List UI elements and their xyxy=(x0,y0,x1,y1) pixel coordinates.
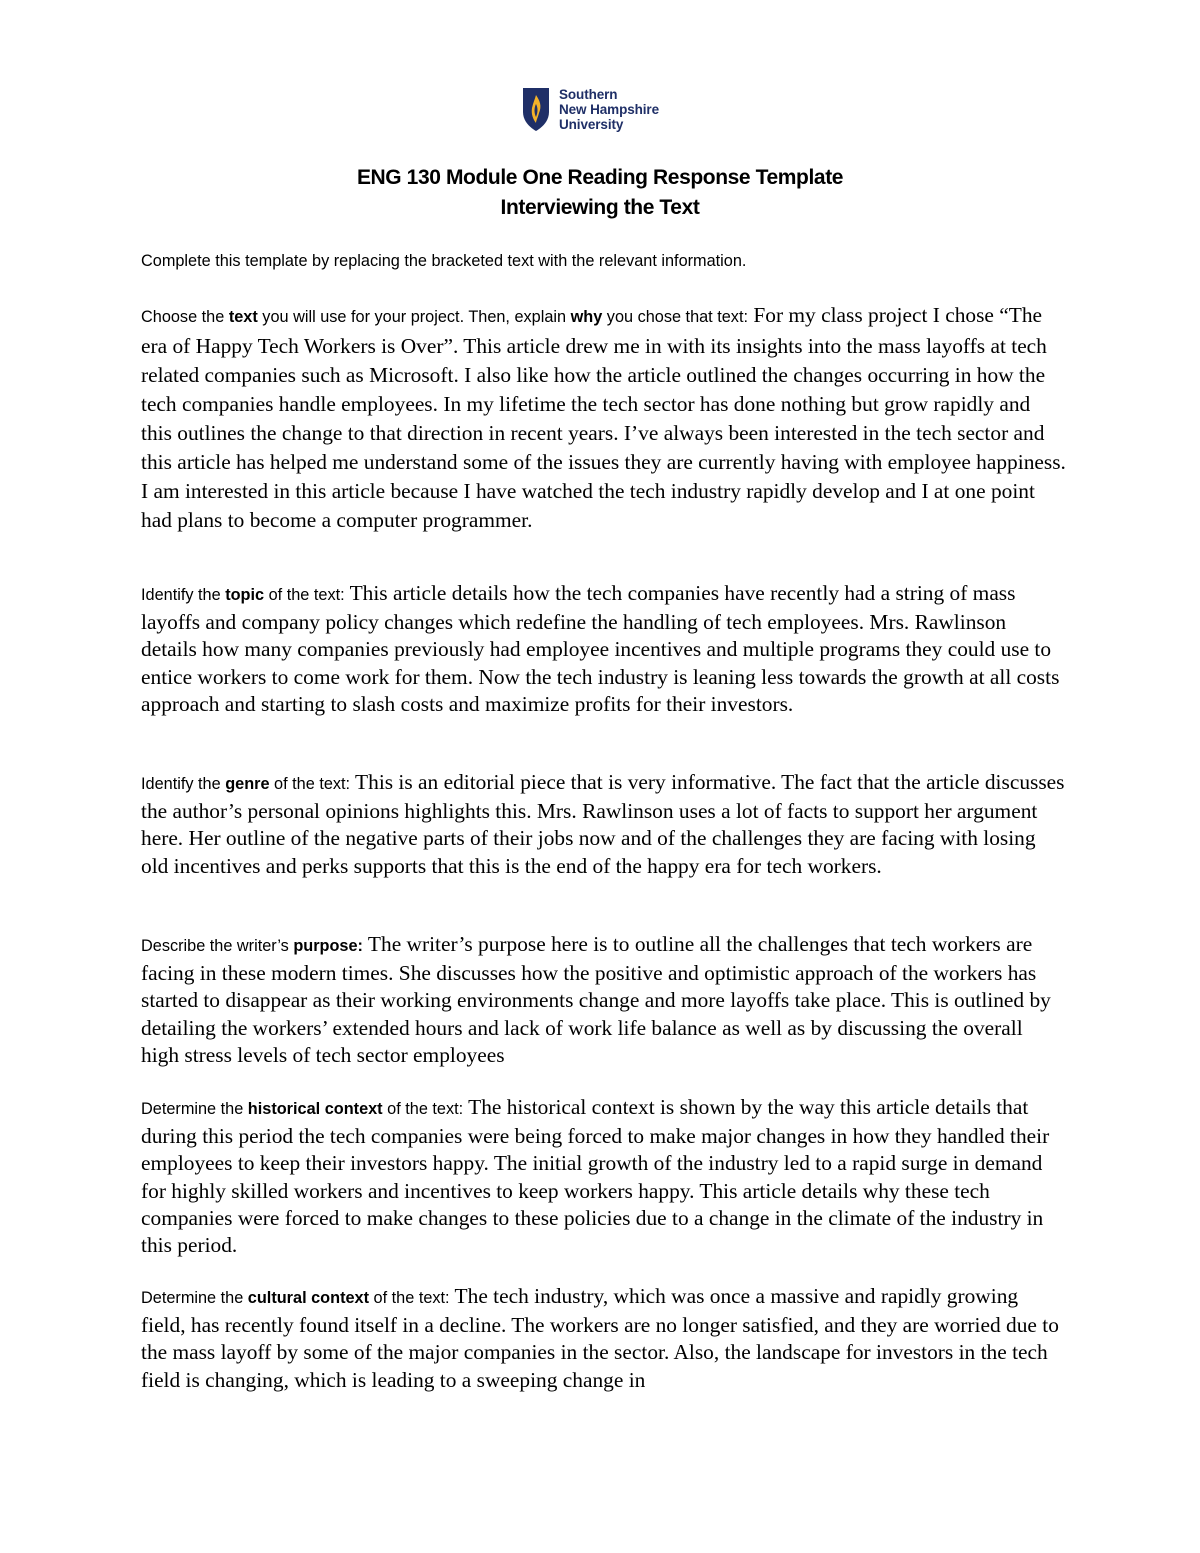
section-historical-context xyxy=(141,1094,1066,1259)
section-topic xyxy=(141,580,1066,718)
template-instruction: Complete this template by replacing the bracketed text with the relevant information. xyxy=(141,252,747,270)
document-subtitle: Interviewing the Text xyxy=(500,196,700,219)
response-genre: This is an editorial piece that is very informative. The fact that the article discusses the author’s personal opinions highlights this. Mrs. Rawlinson uses a lot of facts to support her argument here. Her outline of the negative parts of their jobs now and of the challenges they are facing with losing old incentives and perks supports that this is the end of the happy era for tech workers. xyxy=(141,770,1065,878)
response-cultural: The tech industry, which was once a massive and rapidly growing field, has recently found itself in a decline. The workers are no longer satisfied, and they are worried due to the mass layoff by some of the major companies in the sector. Also, the landscape for investors in the tech field is changing, which is leading to a sweeping change in xyxy=(141,1284,1059,1392)
prompt-purpose: Describe the writer’s purpose: xyxy=(141,937,363,955)
shield-flame-icon xyxy=(521,86,551,132)
response-choose: For my class project I chose “The era of Happy Tech Workers is Over”. This article drew me in with its insights into the mass layoffs at tech related companies such as Microsoft. I also like how the article outlined the changes occurring in how the tech companies handle employees. In my lifetime the tech sector has done nothing but grow rapidly and this outlines the change to that direction in recent years. I’ve always been interested in the tech sector and this article has helped me understand some of the issues they are currently having with employee happiness. I am interested in this article because I have watched the tech industry rapidly develop and I at one point had plans to become a computer programmer. xyxy=(141,303,1066,532)
response-purpose: The writer’s purpose here is to outline all the challenges that tech workers are facing in these modern times. She discusses how the positive and optimistic approach of the workers has started to disappear as their working environments change and more layoffs take place. This is outlined by detailing the workers’ extended hours and lack of work life balance as well as by discussing the overall high stress levels of tech sector employees xyxy=(141,932,1051,1067)
prompt-topic: Identify the topic of the text: xyxy=(141,586,345,604)
logo-line-1: Southern xyxy=(559,86,618,102)
document-title: ENG 130 Module One Reading Response Template xyxy=(356,166,844,189)
university-logo xyxy=(521,85,659,133)
prompt-genre: Identify the genre of the text: xyxy=(141,775,351,793)
section-genre xyxy=(141,769,1066,880)
section-choose-text xyxy=(141,301,1066,535)
response-historical: The historical context is shown by the way this article details that during this period the tech companies were being forced to make major changes in how they handled their employees to keep their investors happy. The initial growth of the industry led to a rapid surge in demand for highly skilled workers and incentives to keep workers happy. This article details why these tech companies were forced to make changes to these policies due to a change in the climate of the industry in this period. xyxy=(141,1095,1050,1258)
prompt-cultural: Determine the cultural context of the text: xyxy=(141,1289,450,1307)
logo-line-3: University xyxy=(559,116,624,132)
response-topic: This article details how the tech companies have recently had a string of mass layoffs and company policy changes which redefine the handling of tech employees. Mrs. Rawlinson details how many companies previously had employee incentives and multiple programs they could use to entice workers to come work for them. Now the tech industry is leaning less towards the growth at all costs approach and starting to slash costs and maximize profits for their investors. xyxy=(141,581,1060,716)
section-cultural-context xyxy=(141,1283,1066,1394)
logo-wordmark xyxy=(559,87,659,132)
logo-line-2: New Hampshire xyxy=(559,101,659,117)
prompt-choose: Choose the text you will use for your project. Then, explain why you chose that text: xyxy=(141,308,748,326)
section-purpose xyxy=(141,931,1066,1069)
prompt-historical: Determine the historical context of the text: xyxy=(141,1100,464,1118)
